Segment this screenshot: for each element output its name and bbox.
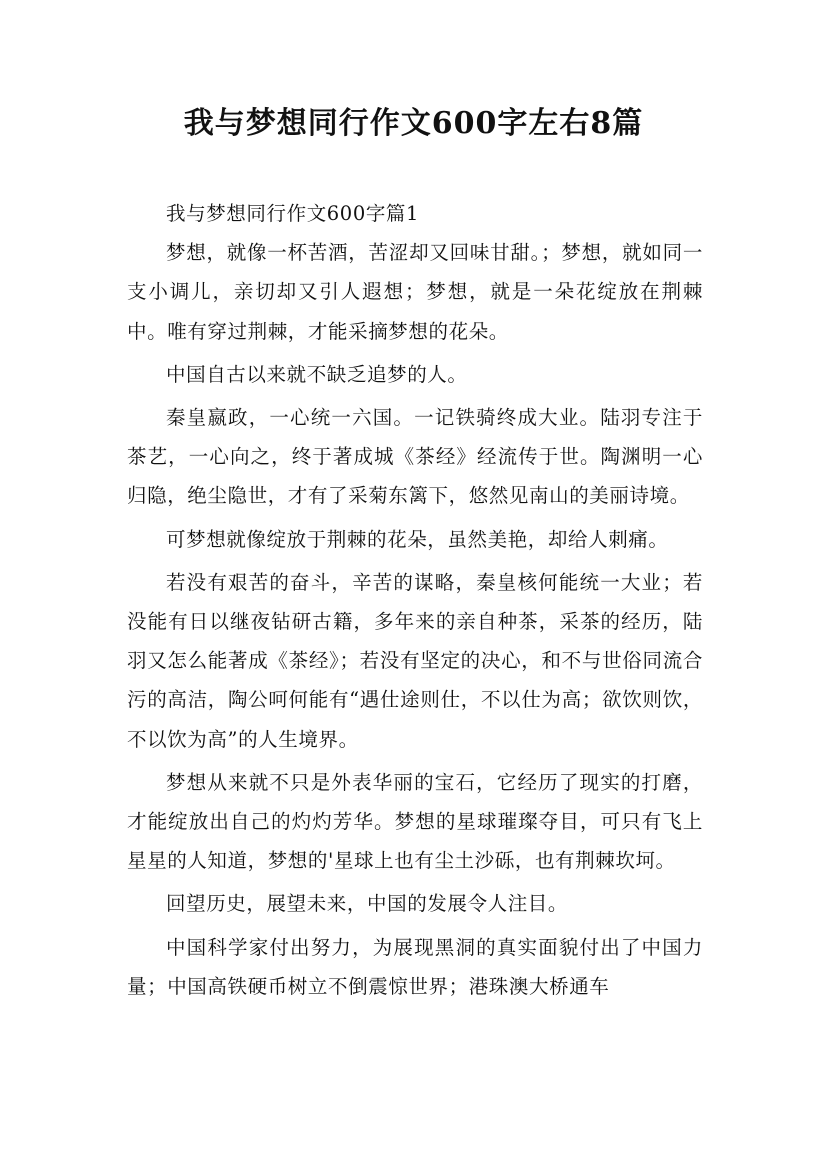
paragraph: 秦皇嬴政，一心统一六国。一记铁骑终成大业。陆羽专注于茶艺，一心向之，终于著成城《茶经》经流传于世。陶渊明一心归隐，绝尘隐世，才有了采菊东篱下，悠然见南山的美丽诗境。: [127, 406, 703, 508]
document-title: 我与梦想同行作文600字左右8篇: [183, 106, 644, 141]
paragraph: 中国科学家付出努力，为展现黑洞的真实面貌付出了中国力量；中国高铁硬币树立不倒震惊世界；港珠澳大桥通车: [127, 935, 703, 998]
paragraph: 梦想从来就不只是外表华丽的宝石，它经历了现实的打磨，才能绽放出自己的灼灼芳华。梦想的星球璀璨夺目，可只有飞上星星的人知道，梦想的'星球上也有尘土沙砾，也有荆棘坎坷。: [127, 770, 703, 873]
paragraph: 中国自古以来就不缺乏追梦的人。: [166, 362, 468, 386]
document-body: [127, 194, 703, 1010]
paragraph: 梦想，就像一杯苦酒，苦涩却又回味甘甜。；梦想，就如同一支小调儿，亲切却又引人遐想；梦想，就是一朵花绽放在荆棘中。唯有穿过荆棘，才能采摘梦想的花朵。: [127, 241, 703, 343]
paragraph: 可梦想就像绽放于荆棘的花朵，虽然美艳，却给人刺痛。: [166, 527, 669, 551]
paragraph: 回望历史，展望未来，中国的发展令人注目。: [166, 892, 569, 916]
essay-heading: 我与梦想同行作文600字篇1: [166, 202, 420, 225]
paragraph: 若没有艰苦的奋斗，辛苦的谋略，秦皇核何能统一大业；若没能有日以继夜钻研古籍，多年来的亲自种茶，采茶的经历，陆羽又怎么能著成《茶经》；若没有坚定的决心，和不与世俗同流合污的高洁，陶公呵何能有“遇仕途则仕，不以仕为高；欲饮则饮，不以饮为高”的人生境界。: [127, 570, 703, 751]
